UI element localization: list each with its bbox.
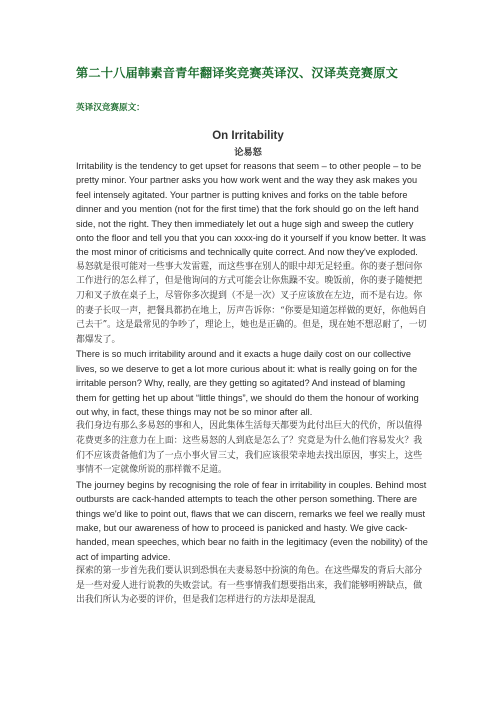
paragraph-en-1: Irritability is the tendency to get upset for reasons that seem – to other people – to be pretty minor. Your partner asks you how work went and the way they ask makes you feel intensely agitated. Your partner is putting knives and forks on the table before dinner and you mention (not for the first time) that the fork should go on the left hand side, not the right. They then immediately let out a huge sigh and sweep the cutlery onto the floor and tell you that you can xxxx-ing do it yourself if you know better. It was the most minor of criticisms and technically quite correct. And now they've exploded. bbox=[76, 161, 426, 258]
paragraph-en-2: There is so much irritability around and it exacts a huge daily cost on our collective lives, so we deserve to get a lot more curious about it: what is really going on for the irritable person? Why, really, are they getting so agitated? And instead of blaming them for getting het up about “little things”, we should do them the honour of working out why, in fact, these things may not be so minor after all. bbox=[76, 349, 419, 418]
article-body bbox=[76, 159, 428, 608]
section-label: 英译汉竞赛原文： bbox=[76, 103, 145, 113]
article-title-cn: 论易怒 bbox=[234, 147, 262, 158]
paragraph-cn-2: 我们身边有那么多易怒的事和人，因此集体生活每天都要为此付出巨大的代价，所以值得花费更多的注意力在上面：这些易怒的人到底是怎么了？究竟是为什么他们容易发火？我们不应该责备他们为了一点小事火冒三丈，我们应该很荣幸地去找出原因，事实上，这些事情不一定就像所说的那样微不足道。 bbox=[76, 421, 423, 476]
document-title: 第二十八届韩素音青年翻译奖竞赛英译汉、汉译英竞赛原文 bbox=[76, 66, 399, 80]
paragraph-cn-3: 探索的第一步首先我们要认识到恐惧在夫妻易怒中扮演的角色。在这些爆发的背后大部分是一些对爱人进行说教的失败尝试。有一些事情我们想要指出来，我们能够明辨缺点，做出我们所认为必要的评价，但是我们怎样进行的方法却是混乱 bbox=[76, 566, 423, 606]
paragraph-cn-1: 易怒就是很可能对一些事大发雷霆，而这些事在别人的眼中却无足轻重。你的妻子想问你工作进行的怎么样了，但是他询问的方式可能会让你焦躁不安。晚饭前，你的妻子随便把刀和叉子放在桌子上，尽管你多次提到（不是一次）叉子应该放在左边，而不是右边。你的妻子长叹一声，把餐具都扔在地上，厉声告诉你：“你要是知道怎样做的更好，你他妈自己去干”。这是最常见的争吵了，理论上，她也是正确的。但是，现在她不想忍耐了，一切都爆发了。 bbox=[76, 261, 427, 345]
article-title-en: On Irritability bbox=[212, 130, 284, 142]
paragraph-en-3: The journey begins by recognising the role of fear in irritability in couples. Behind most outbursts are cack-handed attempts to teach the other person something. There are things we'd like to point out, flaws that we can discern, remarks we feel we really must make, but our awareness of how to proceed is panicked and hasty. We give cack-handed, mean speeches, which bear no faith in the legitimacy (even the nobility) of the act of imparting advice. bbox=[76, 479, 428, 562]
